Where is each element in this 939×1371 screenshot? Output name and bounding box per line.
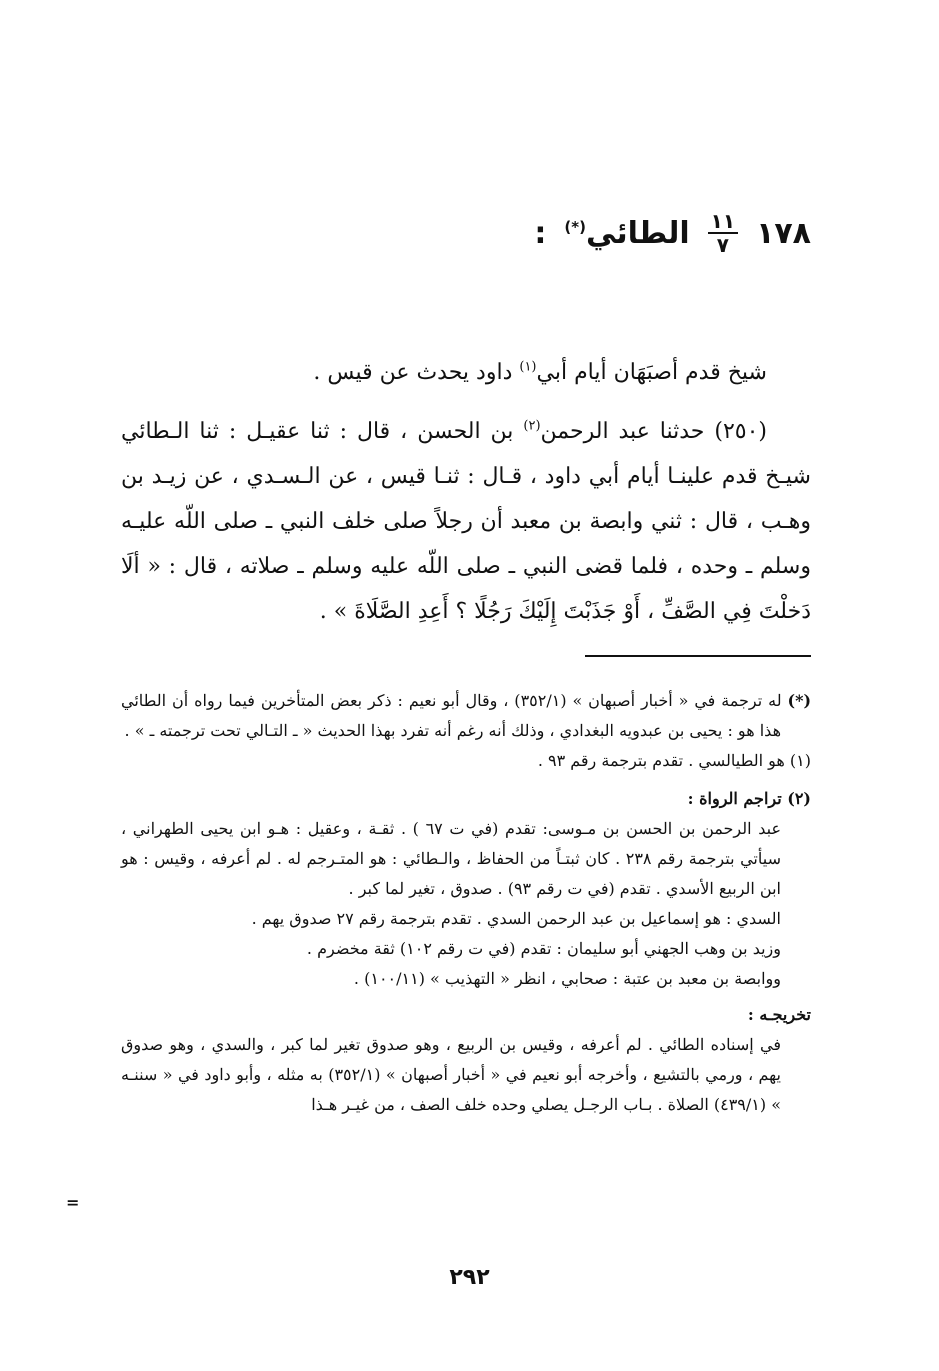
footnote-1-text: هو الطيالسي . تقدم بترجمة رقم ٩٣ . xyxy=(537,751,785,770)
narrator-entry: عبد الرحمن بن الحسن بن مـوسى: تقدم (في ت ٦٧ ) . ثقـة ، وعقيل : هـو ابن يحيى الطهراني ، سيأتي بترجمة رقم ٢٣٨ . كان ثبتـاً من الحفاظ ، والـطائي : هو المتـرجم له . لم أعرفه ، وقيس : هو ابن الربيع الأسدي . تقدم (في ت رقم ٩٣) . صدوق ، تغير لما كبر . xyxy=(121,819,781,898)
hadith-text-body: بن الحسن ، قال : ثنا عقيـل : ثنا الـطائي شيـخ قدم علينـا أيام أبي داود ، قـال : ثنـا قيس ، عن الـسـدي ، عن زيـد بن وهـب ، قال : ثني وابصة بن معبد أن رجلاً صلى خلف النبي ـ صلى اللّه عليـه وسلم ـ وحده ، فلما قضى النبي ـ صلى اللّه عليه وسلم ـ صلاته ، قال : « ألَا دَخلْتَ فِي الصَّفِّ ، أَوْ جَذَبْتَ إِلَيْكَ رَجُلًا ؟ أَعِدِ الصَّلَاةَ » . xyxy=(121,419,811,624)
takhrij-title: تخريجـه : xyxy=(747,1005,811,1024)
entry-fraction xyxy=(708,211,738,255)
entry-number: ١٧٨ xyxy=(756,215,811,251)
entry-name xyxy=(564,216,689,251)
footnote-1-marker: (١) xyxy=(789,751,811,770)
footnote-star-marker: (*) xyxy=(787,691,812,710)
intro-text-start: شيخ قدم أصبَهَان أيام أبي xyxy=(536,360,767,385)
entry-name-text: الطائي xyxy=(585,215,690,251)
narrators-block xyxy=(121,814,811,994)
footnote-1 xyxy=(121,746,811,776)
footnote-2-title: تراجم الرواة : xyxy=(687,789,782,808)
footnote-2-heading xyxy=(121,784,811,814)
hadith-paragraph xyxy=(121,409,811,634)
footnote-ref-2: (٢) xyxy=(523,418,541,434)
narrator-entry: ووابصة بن معبد بن عتبة : صحابي ، انظر « التهذيب » (١٠٠/١١) . xyxy=(353,969,781,988)
hadith-text-start: (٢٥٠) حدثنا عبد الرحمن xyxy=(540,419,767,444)
entry-note-marker: (*) xyxy=(564,217,586,236)
footnote-separator xyxy=(585,655,811,657)
takhrij-text: في إسناده الطائي . لم أعرفه ، وقيس بن الربيع ، وهو صدوق تغير لما كبر ، والسدي ، وهو صدوق يهم ، ورمي بالتشيع ، وأخرجه أبو نعيم في « أخبار أصبهان » (٣٥٢/١) به مثله ، وأبو داود في « سننـه » (٤٣٩/١) الصلاة . بـاب الرجـل يصلي وحده خلف الصف ، من غيـر هـذا xyxy=(121,1035,781,1114)
entry-heading xyxy=(411,203,811,263)
narrator-entry: السدي : هو إسماعيل بن عبد الرحمن السدي . تقدم بترجمة رقم ٢٧ صدوق يهم . xyxy=(251,909,781,928)
page-number: ٢٩٢ xyxy=(449,1265,490,1290)
footnote-2-marker: (٢) xyxy=(787,789,811,808)
intro-text-end: داود يحدث عن قيس . xyxy=(313,360,520,385)
narrator-entry: وزيد بن وهب الجهني أبو سليمان : تقدم (في ت رقم ١٠٢) ثقة مخضرم . xyxy=(306,939,781,958)
intro-line xyxy=(121,350,811,395)
continuation-mark: = xyxy=(66,1193,80,1212)
heading-colon: : xyxy=(534,215,547,251)
footnote-star xyxy=(121,686,811,746)
takhrij-block xyxy=(121,1030,811,1120)
fraction-numerator: ١١ xyxy=(708,211,738,234)
main-text xyxy=(121,350,811,634)
footnote-ref-1: (١) xyxy=(519,359,537,375)
footnote-star-text: له ترجمة في « أخبار أصبهان » (٣٥٢/١) ، وقال أبو نعيم : ذكر بعض المتأخرين فيما رواه أن الطائي هذا هو : يحيى بن عبدويه البغدادي ، وذلك أنه رغم أنه تفرد بهذا الحديث « ـ التـالي تحت ترجمته ـ » . xyxy=(121,691,782,740)
footnotes xyxy=(121,686,811,1120)
fraction-denominator: ٧ xyxy=(716,233,729,257)
